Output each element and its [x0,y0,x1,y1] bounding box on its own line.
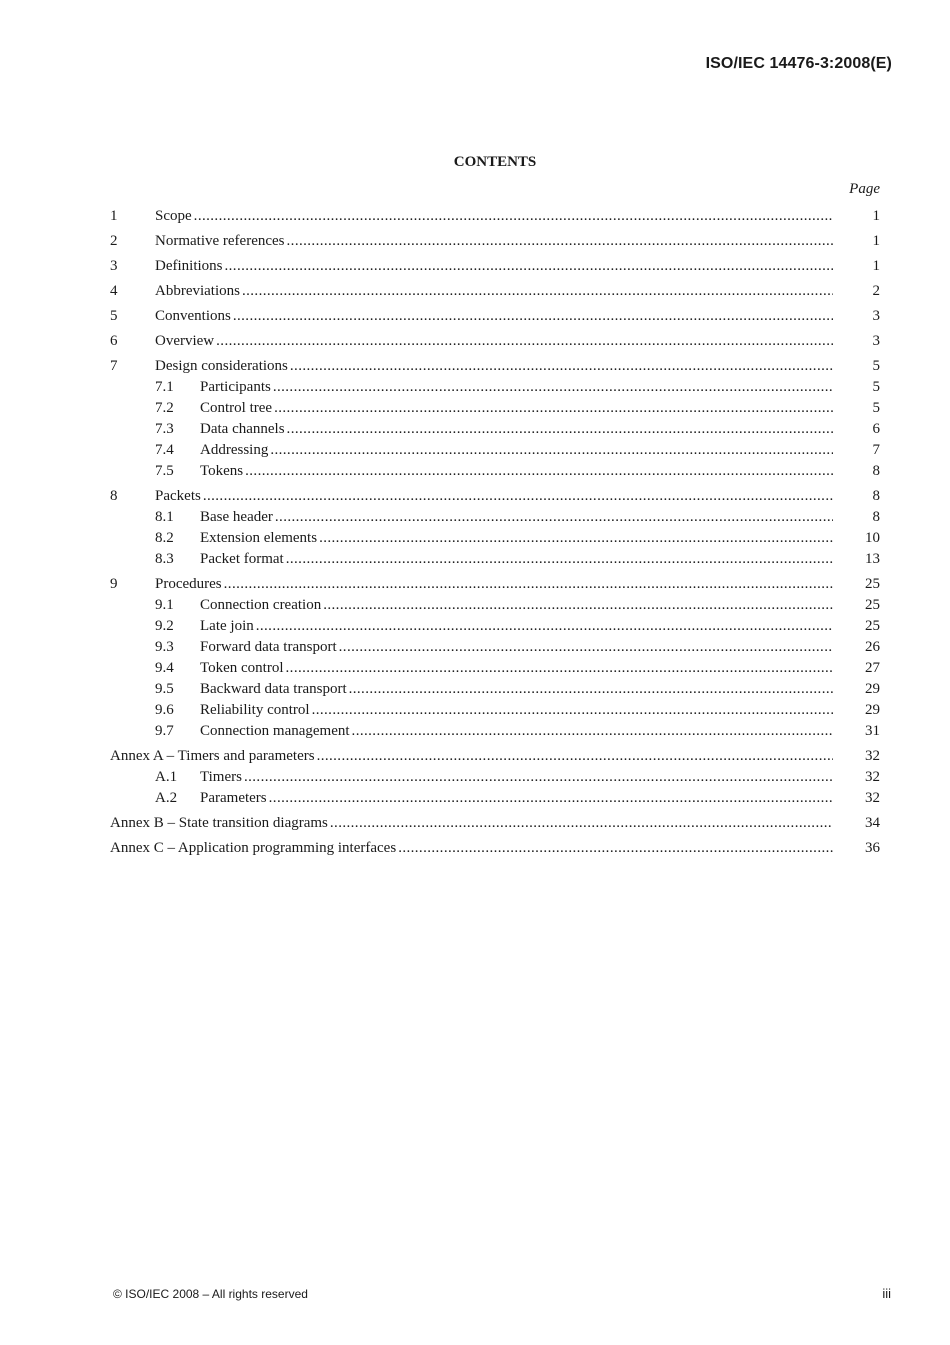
toc-entry-title: Overview [155,333,215,349]
toc-entry-title: Annex B – State transition diagrams [110,815,328,831]
toc-entry[interactable] [110,281,880,302]
toc-entry-number: 7.3 [155,421,174,437]
toc-entry-page: 27 [865,660,880,676]
toc-entry-title: Extension elements [200,530,318,546]
dot-leader [274,398,833,419]
dot-leader [349,679,833,700]
toc-subentry[interactable] [110,528,880,549]
toc-entry-page: 1 [872,233,880,249]
toc-entry-page: 32 [865,748,880,764]
dot-leader [290,356,833,377]
dot-leader [330,813,833,834]
toc-entry-page: 34 [865,815,880,831]
dot-leader [224,574,833,595]
toc-entry-title: Parameters [200,790,267,806]
dot-leader [317,746,833,767]
toc-entry-title: Base header [200,509,273,525]
toc-entry-number: 9.7 [155,723,174,739]
toc-entry-number: 8 [110,488,118,504]
toc-entry-page: 31 [865,723,880,739]
dot-leader [398,838,833,859]
toc-subentry[interactable] [110,767,880,788]
toc-entry-title: Data channels [200,421,285,437]
toc-entry-page: 7 [872,442,880,458]
toc-entry[interactable] [110,574,880,595]
toc-annex-entry[interactable] [110,838,880,859]
toc-entry-page: 5 [872,400,880,416]
toc-entry-number: 7.4 [155,442,174,458]
toc-subentry[interactable] [110,788,880,809]
footer-copyright: © ISO/IEC 2008 – All rights reserved [113,1287,308,1301]
toc-entry-page: 3 [872,308,880,324]
toc-entry-title: Control tree [200,400,273,416]
toc-entry-page: 32 [865,790,880,806]
toc-entry-title: Packets [155,488,201,504]
dot-leader [270,440,833,461]
dot-leader [352,721,833,742]
dot-leader [245,461,833,482]
dot-leader [225,256,834,277]
toc-entry-number: 1 [110,208,118,224]
toc-entry-title: Definitions [155,258,223,274]
toc-entry-number: 5 [110,308,118,324]
toc-entry-number: 2 [110,233,118,249]
toc-annex-entry[interactable] [110,813,880,834]
toc-entry-page: 29 [865,702,880,718]
toc-entry-title: Normative references [155,233,285,249]
dot-leader [339,637,833,658]
dot-leader [275,507,833,528]
toc-entry-page: 1 [872,258,880,274]
toc-subentry[interactable] [110,637,880,658]
toc-entry-title: Packet format [200,551,284,567]
toc-subentry[interactable] [110,398,880,419]
dot-leader [286,658,833,679]
toc-entry-title: Conventions [155,308,231,324]
toc-subentry[interactable] [110,595,880,616]
toc-subentry[interactable] [110,700,880,721]
toc-entry-number: 8.2 [155,530,174,546]
toc-entry-page: 10 [865,530,880,546]
page-column-label: Page [849,181,880,197]
toc-entry-number: 3 [110,258,118,274]
toc-subentry[interactable] [110,721,880,742]
toc-entry-number: A.1 [155,769,178,785]
toc-subentry[interactable] [110,377,880,398]
toc-entry-title: Addressing [200,442,269,458]
toc-entry-number: 9.2 [155,618,174,634]
toc-entry[interactable] [110,331,880,352]
toc-entry-page: 5 [872,358,880,374]
toc-entry-page: 8 [872,488,880,504]
dot-leader [203,486,833,507]
toc-entry-title: Timers [200,769,242,785]
toc-entry-title: Abbreviations [155,283,240,299]
toc-entry-page: 5 [872,379,880,395]
toc-entry-page: 26 [865,639,880,655]
dot-leader [256,616,833,637]
toc-entry-title: Late join [200,618,254,634]
toc-subentry[interactable] [110,507,880,528]
dot-leader [242,281,833,302]
toc-entry[interactable] [110,356,880,377]
toc-entry-page: 8 [872,463,880,479]
toc-entry-page: 32 [865,769,880,785]
toc-entry-page: 6 [872,421,880,437]
dot-leader [216,331,833,352]
dot-leader [286,549,833,570]
dot-leader [287,419,833,440]
toc-entry-page: 25 [865,597,880,613]
toc-entry-page: 8 [872,509,880,525]
footer-page-number: iii [882,1286,891,1301]
toc-subentry[interactable] [110,616,880,637]
toc-entry-title: Procedures [155,576,222,592]
dot-leader [233,306,833,327]
dot-leader [323,595,833,616]
toc-entry-number: 7.5 [155,463,174,479]
toc-entry-title: Connection management [200,723,350,739]
toc-subentry[interactable] [110,679,880,700]
dot-leader [194,206,833,227]
document-id: ISO/IEC 14476-3:2008(E) [705,55,892,72]
toc-entry[interactable] [110,306,880,327]
toc-entry-title: Design considerations [155,358,288,374]
toc-subentry[interactable] [110,549,880,570]
toc-entry-title: Backward data transport [200,681,347,697]
contents-heading: CONTENTS [453,154,537,170]
toc-entry-title: Reliability control [200,702,310,718]
toc-subentry[interactable] [110,440,880,461]
toc-entry-number: 7.2 [155,400,174,416]
toc-entry-page: 1 [872,208,880,224]
toc-entry-number: 7 [110,358,118,374]
toc-entry-title: Tokens [200,463,244,479]
toc-entry-number: 8.3 [155,551,174,567]
toc-subentry[interactable] [110,461,880,482]
toc-entry-page: 25 [865,576,880,592]
toc-entry-page: 3 [872,333,880,349]
toc-entry-title: Connection creation [200,597,322,613]
toc-entry-number: 9.1 [155,597,174,613]
toc-entry-title: Token control [200,660,284,676]
dot-leader [287,231,833,252]
toc-entry-page: 36 [865,840,880,856]
toc-entry-number: 8.1 [155,509,174,525]
dot-leader [319,528,833,549]
toc-entry-number: 6 [110,333,118,349]
toc-subentry[interactable] [110,419,880,440]
toc-entry-page: 2 [872,283,880,299]
toc-entry-title: Annex C – Application programming interfaces [110,840,397,856]
toc-entry-page: 29 [865,681,880,697]
toc-annex-entry[interactable] [110,746,880,767]
toc-entry-number: 9.5 [155,681,174,697]
toc-entry-number: 7.1 [155,379,174,395]
dot-leader [269,788,833,809]
toc-entry-title: Annex A – Timers and parameters [110,748,315,764]
toc-entry[interactable] [110,256,880,277]
toc-entry-number: A.2 [155,790,178,806]
dot-leader [273,377,833,398]
toc-entry[interactable] [110,486,880,507]
toc-entry-number: 9.3 [155,639,174,655]
toc-entry[interactable] [110,206,880,227]
toc-entry-page: 25 [865,618,880,634]
toc-entry-title: Participants [200,379,271,395]
table-of-contents [110,206,880,859]
toc-entry-number: 4 [110,283,118,299]
toc-entry-number: 9 [110,576,118,592]
toc-entry-page: 13 [865,551,880,567]
toc-entry-number: 9.6 [155,702,174,718]
toc-entry-title: Scope [155,208,192,224]
toc-entry-title: Forward data transport [200,639,337,655]
toc-subentry[interactable] [110,658,880,679]
dot-leader [312,700,833,721]
toc-entry-number: 9.4 [155,660,174,676]
dot-leader [244,767,833,788]
toc-entry[interactable] [110,231,880,252]
